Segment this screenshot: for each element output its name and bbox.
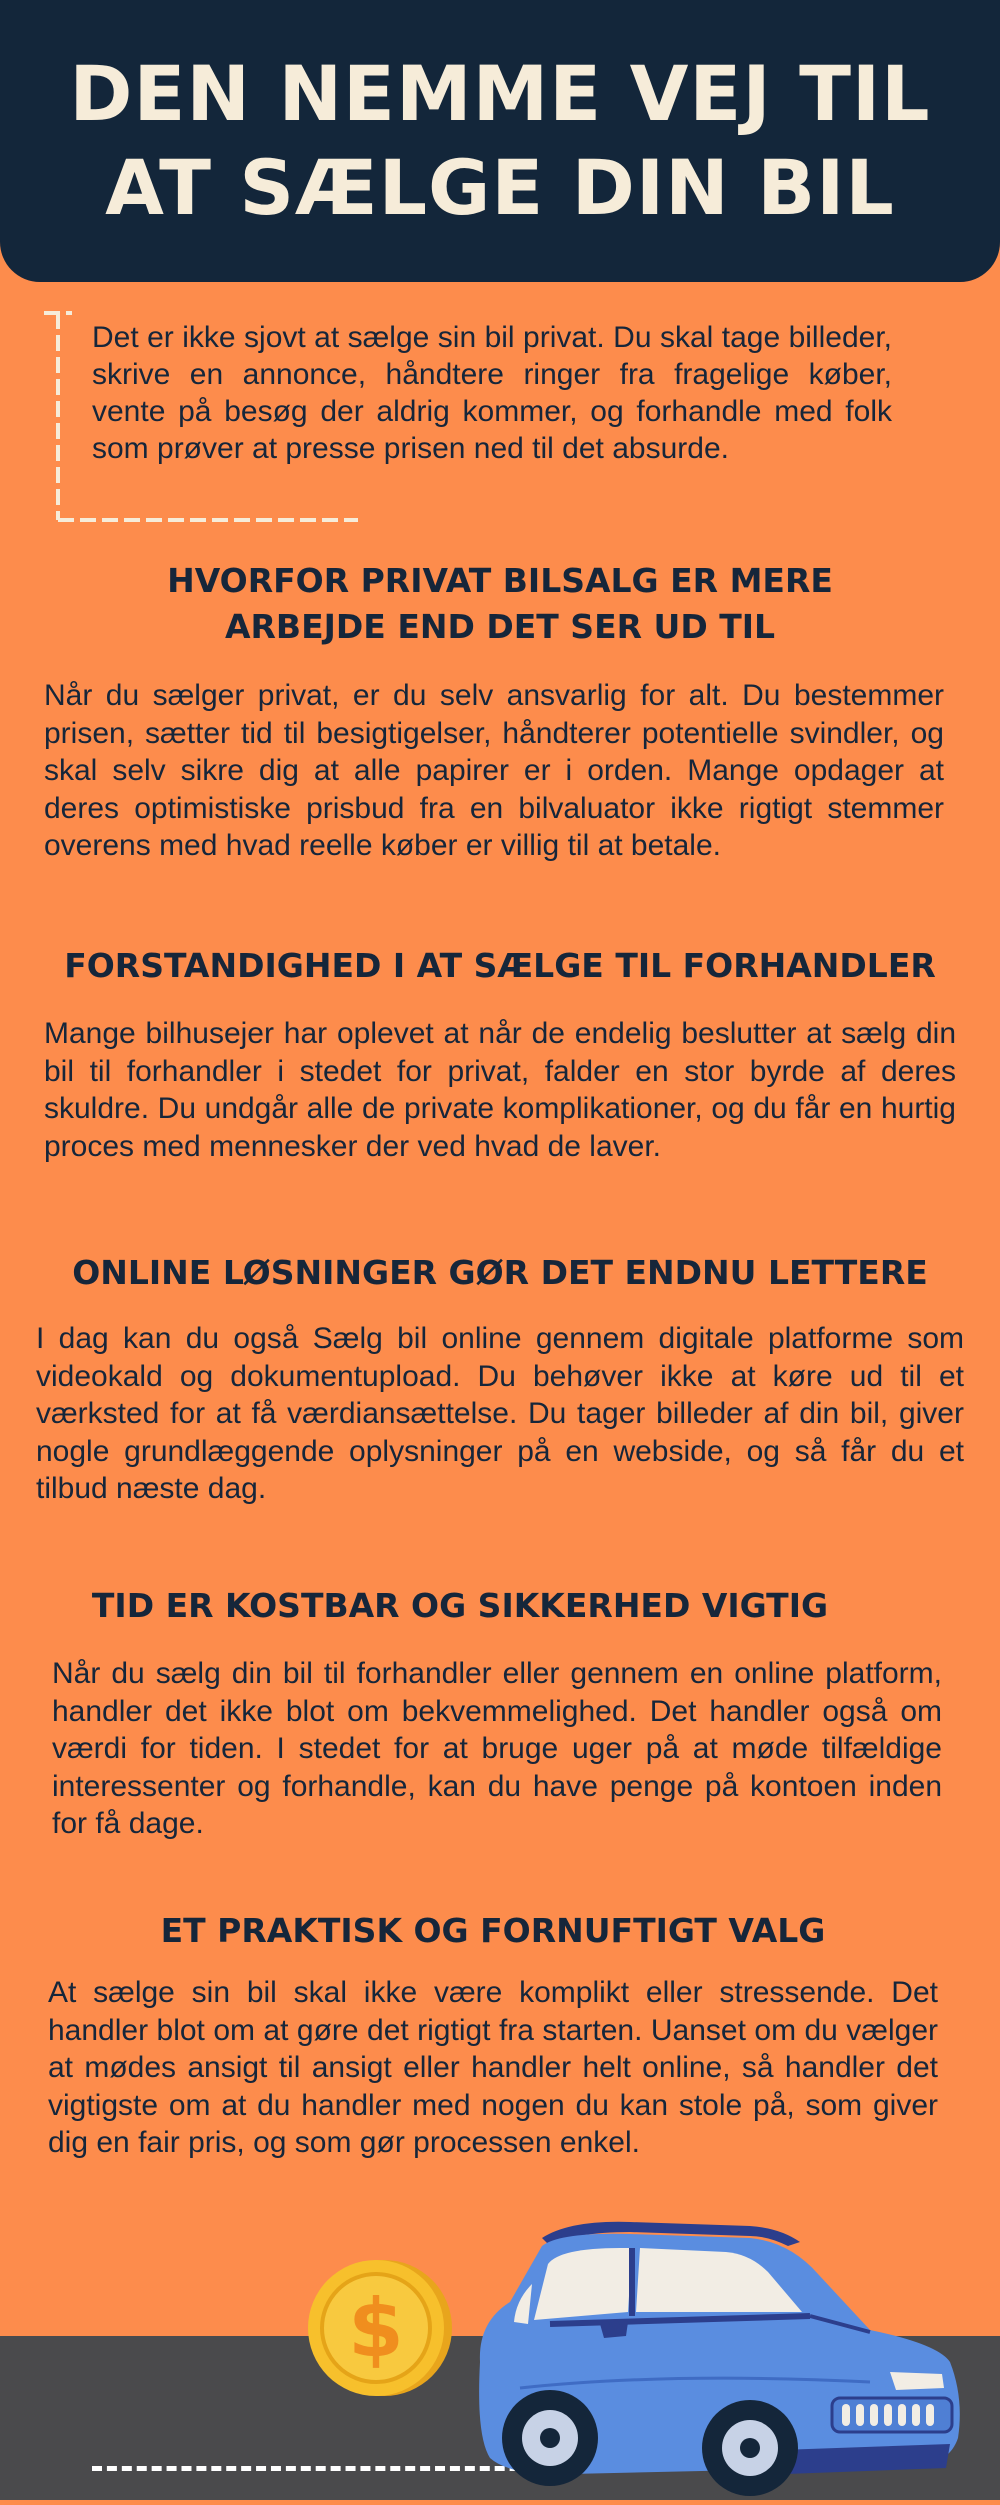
section-body: Når du sælger privat, er du selv ansvarlig for alt. Du bestemmer prisen, sætter tid til besigtigelser, håndterer potentielle svindler, og skal selv sikre dig at alle papirer er i orden. Mange opdager at deres optimistiske prisbud fra en bilvaluator ikke rigtigt stemmer overens med hvad reelle køber er villig til at betale. (44, 679, 944, 862)
section-heading: ONLINE LØSNINGER GØR DET ENDNU LETTERE (72, 1253, 928, 1292)
section-body: Mange bilhusejer har oplevet at når de endelig beslutter at sælg din bil til forhandler i stedet for privat, falder en stor byrde af deres skuldre. Du undgår alle de private komplikationer, og du får en hurtig proces med mennesker der ved hvad de laver. (44, 1017, 956, 1163)
section-body: I dag kan du også Sælg bil online gennem digitale platforme som videokald og dokumentupload. Du behøver ikke at køre ud til et værksted for at få værdiansættelse. Du tager billeder af din bil, giver nogle grundlæggende oplysninger på en webside, og så får du et tilbud næste dag. (36, 1322, 964, 1505)
header-banner (0, 0, 1000, 282)
section-body: At sælge sin bil skal ikke være komplikt eller stressende. Det handler blot om at gøre det rigtigt fra starten. Uanset om du vælger at mødes ansigt til ansigt eller handler helt online, så handler det vigtigste om at du handler med nogen du kan stole på, som giver dig en fair pris, og som gør processen enkel. (48, 1976, 938, 2159)
section-heading: ET PRAKTISK OG FORNUFTIGT VALG (160, 1911, 826, 1950)
section-body: Når du sælg din bil til forhandler eller gennem en online platform, handler det ikke blot om bekvemmelighed. Det handler også om værdi for tiden. I stedet for at bruge uger på at møde tilfældige interessenter og forhandle, kan du have penge på kontoen inden for få dage. (52, 1657, 942, 1840)
section-heading: TID ER KOSTBAR OG SIKKERHED VIGTIG (91, 1586, 829, 1625)
coin-symbol: $ (348, 2282, 404, 2375)
section-heading: FORSTANDIGHED I AT SÆLGE TIL FORHANDLER (64, 946, 936, 985)
suv-car-icon (450, 2212, 970, 2500)
section-heading: HVORFOR PRIVAT BILSALG ER MERE ARBEJDE END DET SER UD TIL (167, 561, 833, 646)
intro-paragraph: Det er ikke sjovt at sælge sin bil privat. Du skal tage billeder, skrive en annonce, håndtere ringer fra fragelige køber, vente på besøg der aldrig kommer, og forhandle med folk som prøver at presse prisen ned til det absurde. (92, 321, 892, 465)
dollar-coin-icon (302, 2252, 454, 2404)
page-title: DEN NEMME VEJ TIL AT SÆLGE DIN BIL (69, 49, 931, 232)
